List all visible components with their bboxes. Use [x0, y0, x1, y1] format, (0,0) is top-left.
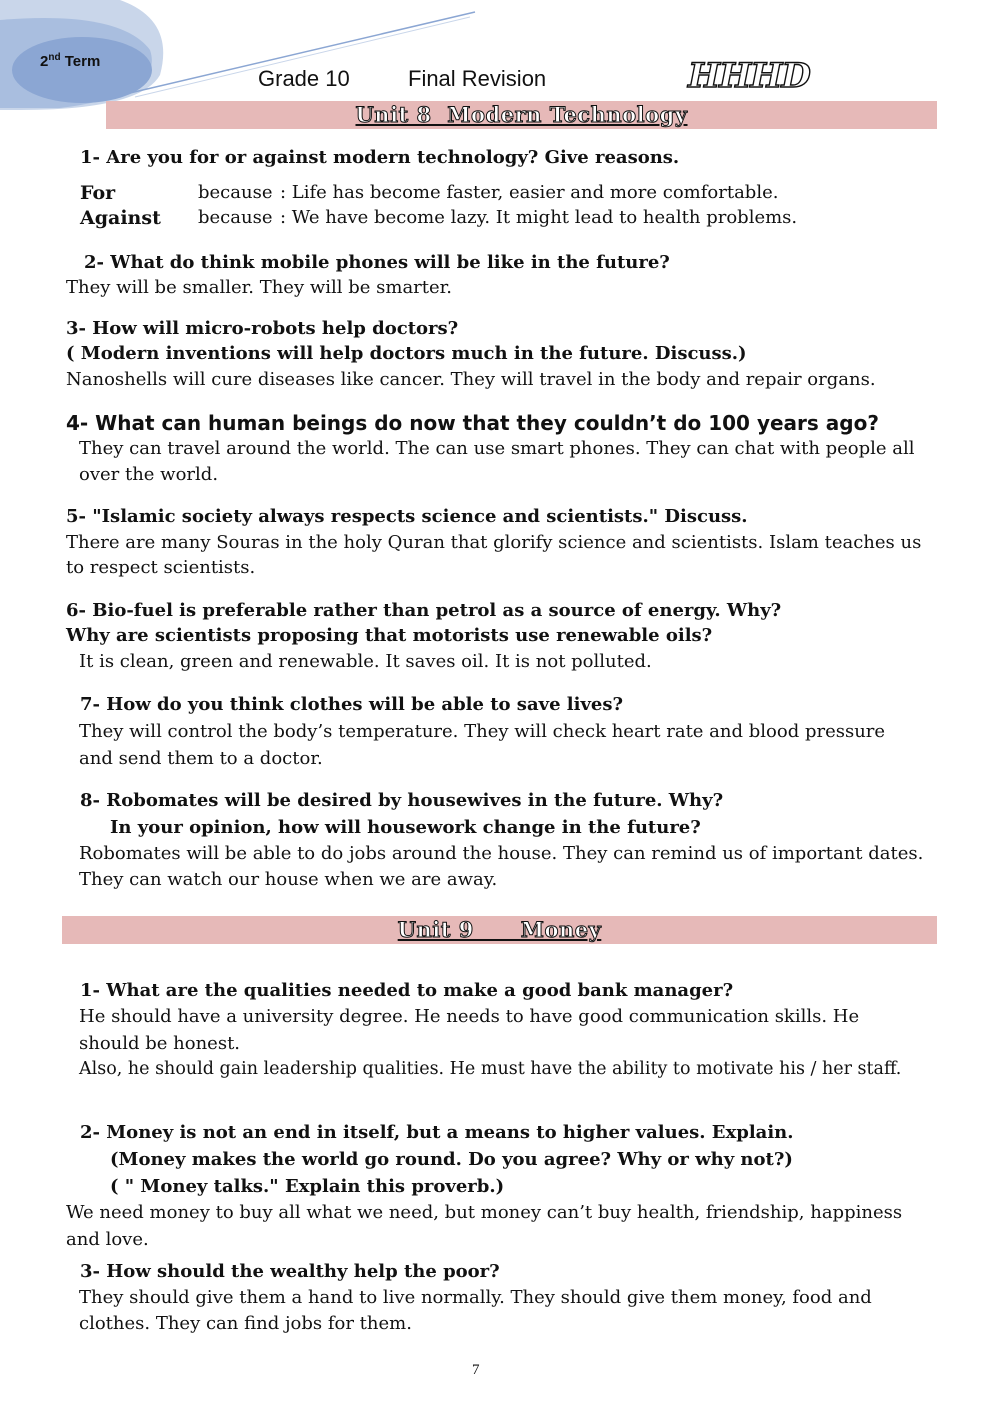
unit8-a2: They will be smaller. They will be smarter. [66, 277, 453, 298]
unit9-q2b: (Money makes the world go round. Do you agree? Why or why not?) [110, 1149, 793, 1170]
unit9-a2a: We need money to buy all what we need, but money can’t buy health, friendship, happiness [66, 1202, 903, 1223]
unit8-a8a: Robomates will be able to do jobs around the house. They can remind us of important dates. [79, 843, 924, 864]
unit8-q5: 5- "Islamic society always respects science and scientists." Discuss. [66, 506, 748, 527]
document-title: Final Revision [408, 66, 547, 91]
unit9-a3b: clothes. They can find jobs for them. [79, 1313, 412, 1334]
unit9-a1a: He should have a university degree. He needs to have good communication skills. He [79, 1006, 860, 1027]
against-text: : We have become lazy. It might lead to health problems. [280, 207, 798, 228]
unit8-q7: 7- How do you think clothes will be able to save lives? [80, 694, 624, 715]
against-label: Against [80, 207, 161, 229]
for-label: For [80, 182, 116, 204]
unit8-a8b: They can watch our house when we are away. [79, 869, 498, 890]
unit8-a7b: and send them to a doctor. [79, 748, 323, 769]
unit8-q3a: 3- How will micro-robots help doctors? [66, 318, 459, 339]
unit9-q3: 3- How should the wealthy help the poor? [80, 1261, 500, 1282]
unit8-q1: 1- Are you for or against modern technology? Give reasons. [80, 147, 680, 168]
unit9-a1b: should be honest. [79, 1033, 241, 1054]
unit8-q6a: 6- Bio-fuel is preferable rather than petrol as a source of energy. Why? [66, 600, 782, 621]
term-label: 2nd Term [40, 52, 101, 70]
unit9-a2b: and love. [66, 1229, 149, 1250]
unit9-q2c: ( " Money talks." Explain this proverb.) [110, 1176, 505, 1197]
unit8-q3b: ( Modern inventions will help doctors much in the future. Discuss.) [66, 343, 747, 364]
unit9-q2a: 2- Money is not an end in itself, but a means to higher values. Explain. [80, 1122, 794, 1143]
unit8-a5b: to respect scientists. [66, 557, 256, 578]
for-because: because [198, 182, 273, 203]
unit9-a1c: Also, he should gain leadership qualities. He must have the ability to motivate his / her staff. [79, 1059, 902, 1079]
author-logo: HHHD [688, 56, 810, 96]
grade-label: Grade 10 [258, 66, 350, 91]
against-because: because [198, 207, 273, 228]
unit9-q1: 1- What are the qualities needed to make a good bank manager? [80, 980, 734, 1001]
unit8-a4a: They can travel around the world. The can use smart phones. They can chat with people all [79, 438, 915, 459]
unit9-a3a: They should give them a hand to live normally. They should give them money, food and [79, 1287, 872, 1308]
unit9-title: Unit 9 Money [62, 916, 937, 944]
unit8-q8a: 8- Robomates will be desired by housewives in the future. Why? [80, 790, 724, 811]
unit8-a7a: They will control the body’s temperature. They will check heart rate and blood pressure [79, 721, 886, 742]
unit8-q2: 2- What do think mobile phones will be like in the future? [84, 252, 670, 273]
unit8-a5a: There are many Souras in the holy Quran that glorify science and scientists. Islam teaches us [66, 532, 922, 553]
unit8-title: Unit 8 Modern Technology [106, 101, 937, 129]
page-number: 7 [472, 1362, 480, 1378]
for-text: : Life has become faster, easier and more comfortable. [280, 182, 779, 203]
unit8-a3: Nanoshells will cure diseases like cancer. They will travel in the body and repair organs. [66, 369, 876, 390]
unit8-a4b: over the world. [79, 464, 219, 485]
unit8-q8b: In your opinion, how will housework change in the future? [110, 817, 701, 838]
unit8-q6b: Why are scientists proposing that motorists use renewable oils? [66, 625, 713, 646]
unit8-a6: It is clean, green and renewable. It saves oil. It is not polluted. [79, 651, 652, 672]
unit8-q4: 4- What can human beings do now that they couldn’t do 100 years ago? [66, 411, 879, 435]
